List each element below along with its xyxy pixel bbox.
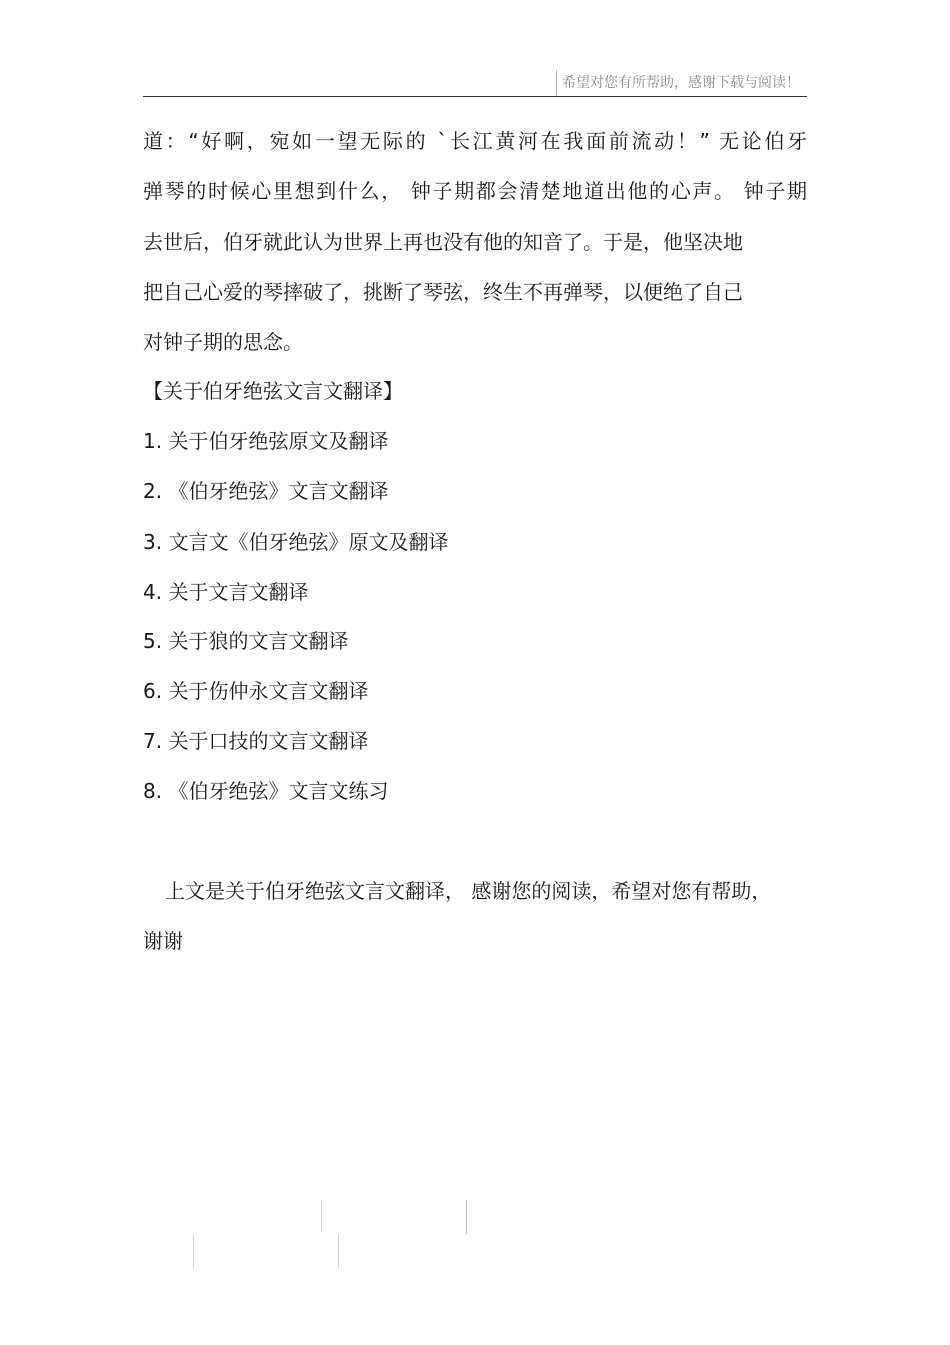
related-link[interactable]: 7. 关于口技的文言文翻译: [143, 729, 369, 753]
scan-artifact-line: [466, 1200, 467, 1234]
paragraph-line: 道：“好啊，宛如一望无际的 `长江黄河在我面前流动！” 无论伯牙: [143, 129, 807, 153]
header-note: 希望对您有所帮助，感谢下载与阅读！: [556, 70, 806, 96]
paragraph-line: 对钟子期的思念。: [143, 330, 303, 354]
closing-line: 谢谢: [143, 929, 183, 953]
related-link[interactable]: 5. 关于狼的文言文翻译: [143, 629, 349, 653]
paragraph-line: 弹琴的时候心里想到什么， 钟子期都会清楚地道出他的心声。 钟子期: [143, 179, 807, 203]
scan-artifact-line: [321, 1200, 322, 1232]
related-link[interactable]: 3. 文言文《伯牙绝弦》原文及翻译: [143, 530, 449, 554]
related-link[interactable]: 8. 《伯牙绝弦》文言文练习: [143, 779, 389, 803]
scan-artifact-line: [193, 1234, 194, 1268]
paragraph-line: 去世后，伯牙就此认为世界上再也没有他的知音了。于是，他坚决地: [143, 230, 743, 254]
paragraph-line: 把自己心爱的琴摔破了，挑断了琴弦，终生不再弹琴，以便绝了自己: [143, 280, 743, 304]
related-link[interactable]: 1. 关于伯牙绝弦原文及翻译: [143, 429, 389, 453]
scan-artifact-line: [338, 1234, 339, 1268]
closing-line: 上文是关于伯牙绝弦文言文翻译， 感谢您的阅读，希望对您有帮助，: [165, 879, 772, 903]
header-rule: [143, 96, 807, 97]
related-link[interactable]: 2. 《伯牙绝弦》文言文翻译: [143, 479, 389, 503]
related-link[interactable]: 4. 关于文言文翻译: [143, 580, 309, 604]
related-link[interactable]: 6. 关于伤仲永文言文翻译: [143, 679, 369, 703]
related-heading: 【关于伯牙绝弦文言文翻译】: [143, 379, 403, 403]
